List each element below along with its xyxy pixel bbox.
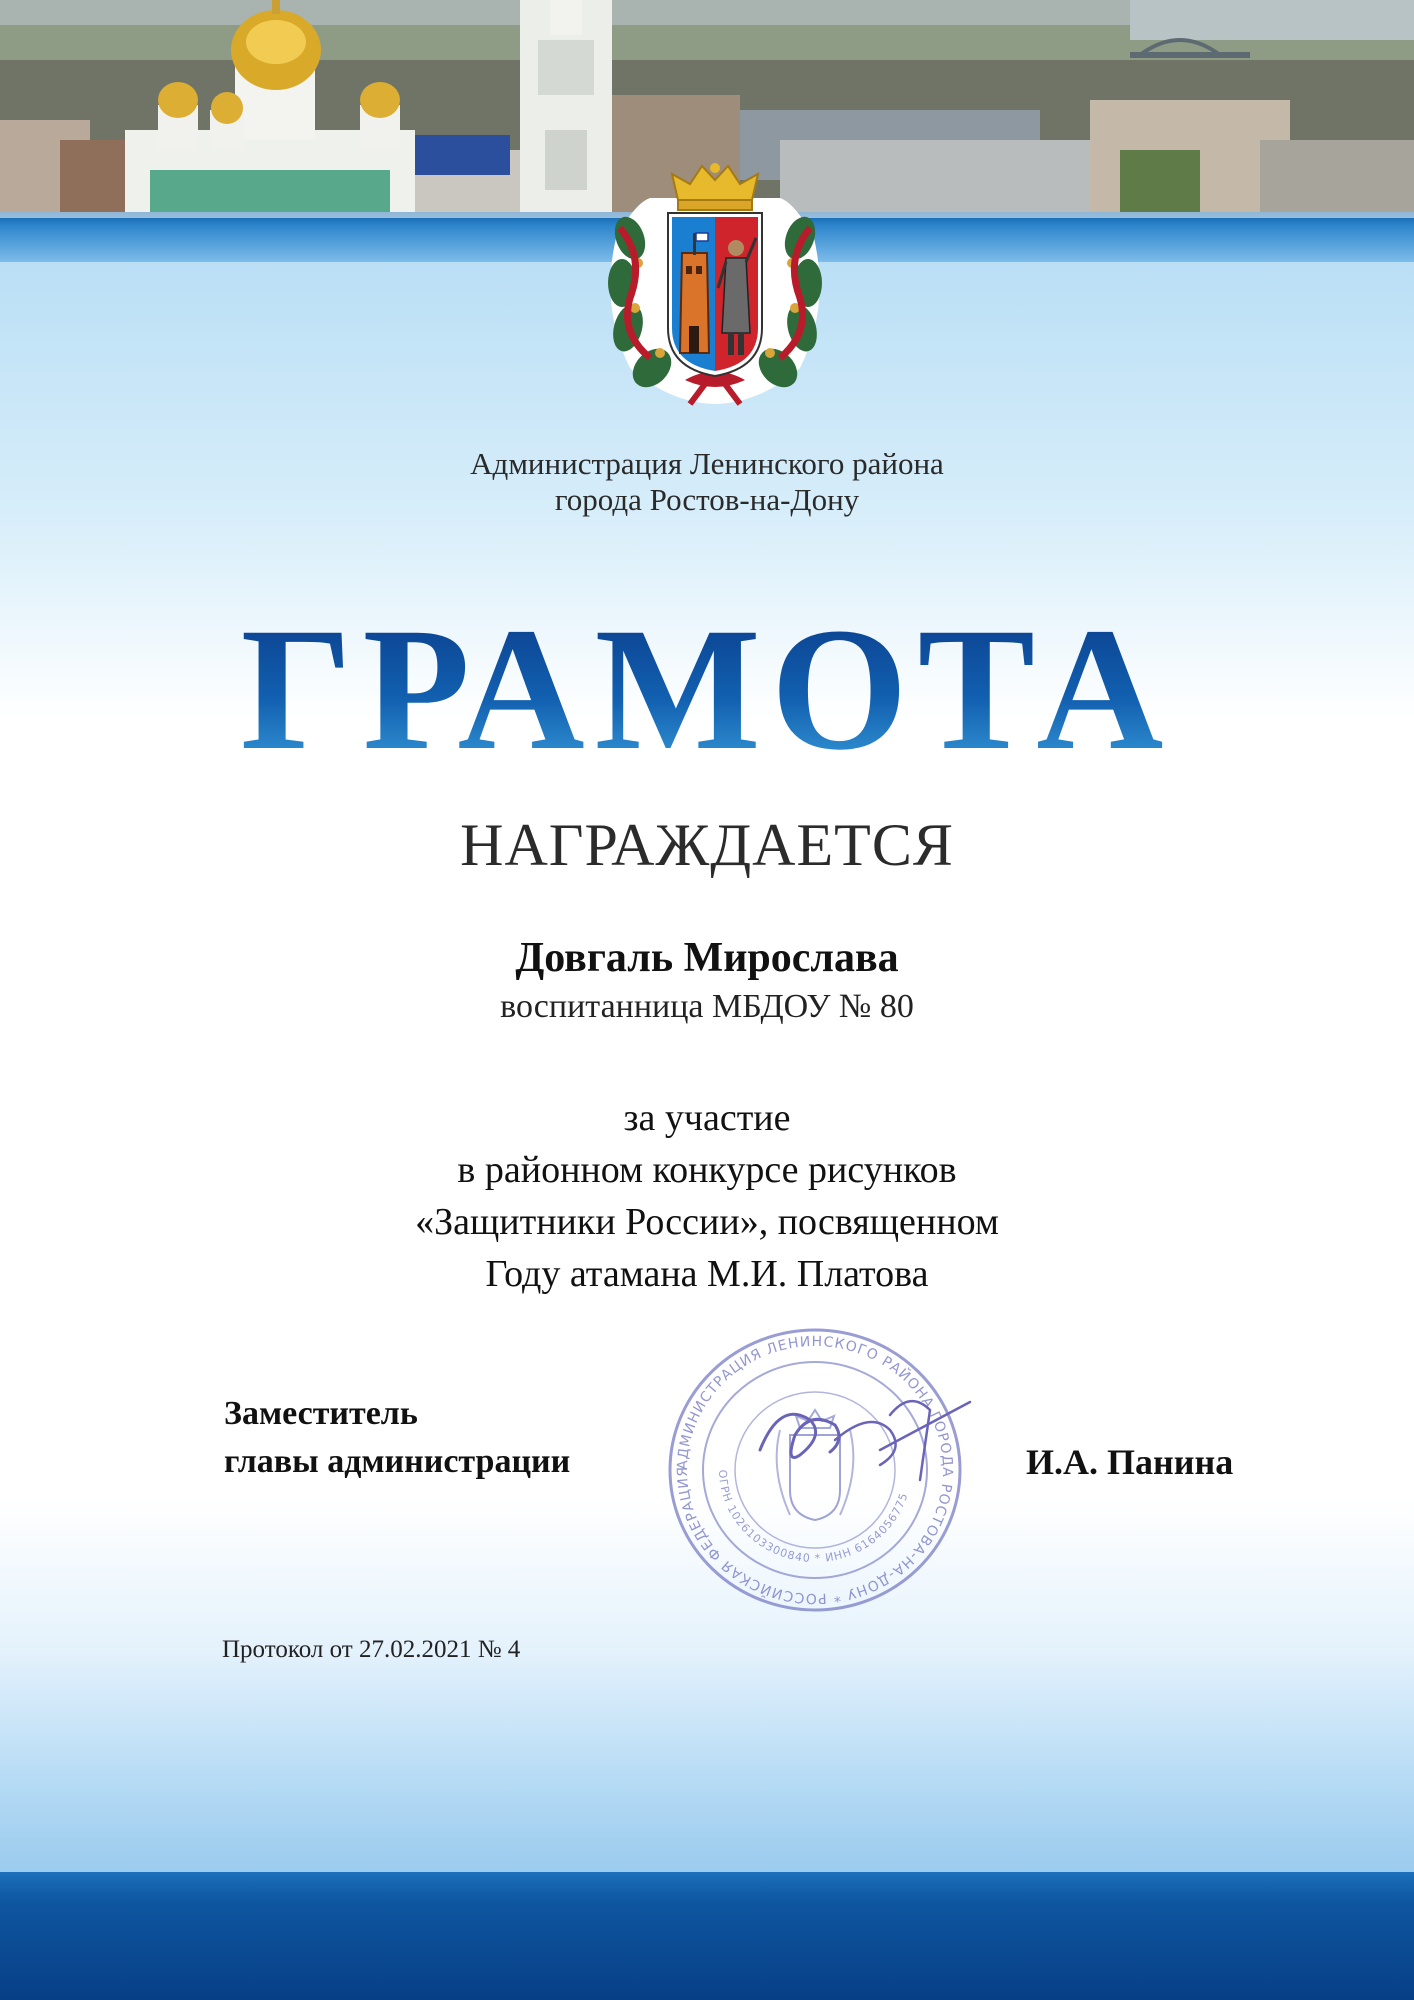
reason-line: за участие [623, 1097, 791, 1139]
coat-of-arms-icon [590, 158, 840, 408]
handwritten-signature [740, 1380, 980, 1490]
protocol-reference: Протокол от 27.02.2021 № 4 [222, 1636, 521, 1663]
certificate-title: ГРАМОТА [0, 600, 1414, 780]
coat-of-arms-emblem [590, 158, 840, 408]
recipient-role: воспитанница МБДОУ № 80 [500, 988, 914, 1025]
signatory-position-line2: главы администрации [224, 1443, 571, 1480]
reason-line: в районном конкурсе рисунков [457, 1149, 957, 1191]
stamp-inner-text: ОГРН 1026103300840 * ИНН 6164056775 [715, 1469, 911, 1566]
administration-name-line1: Администрация Ленинского района [470, 446, 944, 481]
administration-name-line2: города Ростов-на-Дону [554, 482, 860, 517]
signature-icon [740, 1380, 980, 1490]
stamp-outer-text: АДМИНИСТРАЦИЯ ЛЕНИНСКОГО РАЙОНА ГОРОДА РОСТОВА-НА-ДОНУ * РОССИЙСКАЯ ФЕДЕРАЦИЯ [674, 1333, 956, 1607]
recipient-name: Довгаль Мирослава [515, 935, 899, 981]
bottom-blue-band [0, 1872, 1414, 2000]
signatory-position-line1: Заместитель [224, 1395, 418, 1432]
signatory-name: И.А. Панина [1026, 1442, 1234, 1482]
reason-line: «Защитники России», посвященном [415, 1201, 999, 1243]
awarded-heading: НАГРАЖДАЕТСЯ [460, 812, 954, 878]
reason-line: Году атамана М.И. Платова [485, 1253, 929, 1295]
